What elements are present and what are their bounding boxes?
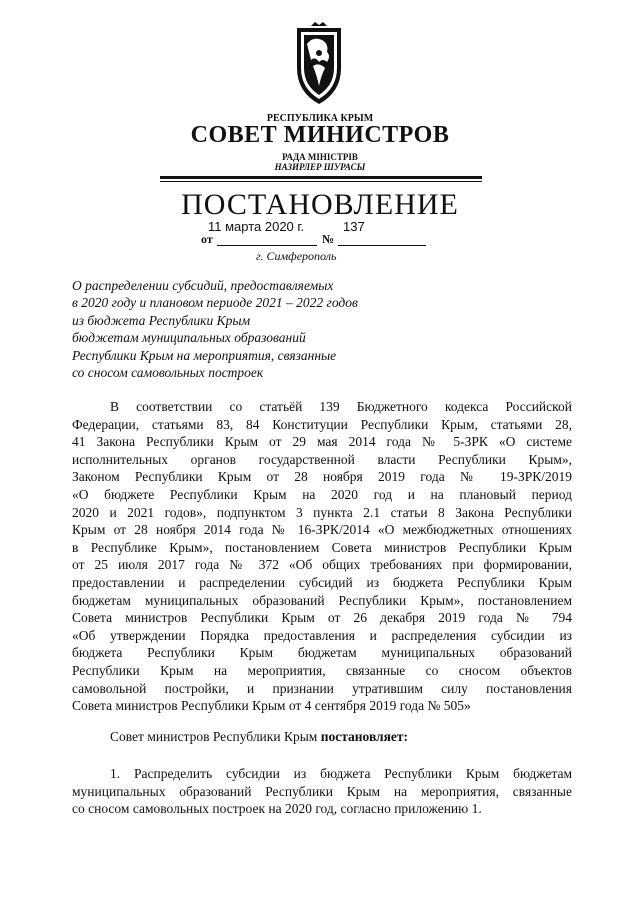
- preamble-line: «Об утверждении Порядка предоставления и распределения субсидии из: [72, 627, 572, 643]
- resolution-lead: Совет министров Республики Крым: [110, 729, 321, 744]
- preamble-line: «О бюджете Республики Крым на 2020 год и на плановый период: [72, 486, 572, 502]
- subject-line: со сносом самовольных построек: [72, 365, 264, 381]
- document-type-title: ПОСТАНОВЛЕНИЕ: [181, 188, 459, 221]
- preamble-line: Республики Крым на мероприятия, связанные со сносом объектов: [72, 662, 572, 678]
- preamble-line: от 25 июля 2017 года № 372 «Об общих требованиях при формировании,: [72, 557, 572, 573]
- preamble-line: Законом Республики Крым от 28 ноября 2019 года № 19-ЗРК/2019: [72, 469, 572, 485]
- header-divider-thick: [160, 176, 482, 179]
- preamble-line: исполнительных органов государственной власти Республики Крым»,: [72, 451, 572, 467]
- preamble-line: Крым от 28 ноября 2014 года № 16-ЗРК/2014 «О межбюджетных отношениях: [72, 522, 572, 538]
- preamble-line: В соответствии со статьёй 139 Бюджетного кодекса Российской: [110, 399, 572, 414]
- preamble-paragraph: [72, 398, 572, 715]
- preamble-line: Совета министров Республики Крым от 26 декабря 2019 года № 794: [72, 610, 572, 626]
- preamble-line: бюджетам муниципальных образований Республики Крым», постановлением: [72, 592, 572, 608]
- republic-name: РЕСПУБЛИКА КРЫМ: [266, 113, 374, 124]
- council-title-crimean-tatar: НАЗИРЛЕР ШУРАСЫ: [274, 162, 366, 172]
- document-date-value: 11 марта 2020 г.: [208, 219, 305, 234]
- resolution-item-1: [72, 765, 572, 818]
- header-divider-thin: [160, 181, 482, 182]
- subject-line: Республики Крым на мероприятия, связанные: [72, 347, 337, 363]
- item-line: со сносом самовольных построек на 2020 год, согласно приложению 1.: [72, 801, 482, 817]
- council-title: СОВЕТ МИНИСТРОВ: [190, 122, 450, 148]
- subject-line: О распределении субсидий, предоставляемых: [72, 278, 334, 293]
- city-label: г. Симферополь: [256, 249, 337, 263]
- document-number-value: 137: [343, 219, 365, 234]
- number-label: №: [322, 232, 335, 246]
- number-field-line: [338, 245, 426, 246]
- subject-line: бюджетам муниципальных образований: [72, 330, 306, 346]
- resolution-clause: [110, 729, 408, 745]
- date-field-line: [217, 245, 317, 246]
- document-subject: [72, 277, 358, 381]
- preamble-line: 2020 и 2021 годов», подпунктом 3 пункта 2.1 статьи 8 Закона Республики: [72, 504, 572, 520]
- preamble-line: Совета министров Республики Крым от 4 сентября 2019 года № 505»: [72, 698, 471, 714]
- item-line: муниципальных образований Республики Крым на мероприятия, связанные: [72, 783, 572, 799]
- council-title-ukrainian: РАДА МІНІСТРІВ: [282, 152, 358, 162]
- item-line: 1. Распределить субсидии из бюджета Республики Крым бюджетам: [110, 766, 572, 781]
- coat-of-arms-emblem: [287, 22, 351, 108]
- preamble-line: 41 Закона Республики Крым от 29 мая 2014 года № 5-ЗРК «О системе: [72, 434, 572, 450]
- preamble-line: в Республике Крым», постановлением Совета министров Республики Крым: [72, 539, 572, 555]
- preamble-line: бюджета Республики Крым бюджетам муниципальных образований: [72, 645, 572, 661]
- preamble-line: Федерации, статьями 83, 84 Конституции Республики Крым, статьями 28,: [72, 416, 572, 432]
- subject-line: из бюджета Республики Крым: [72, 312, 251, 328]
- subject-line: в 2020 году и плановом периоде 2021 – 2022 годов: [72, 295, 358, 311]
- date-label: от: [201, 232, 213, 246]
- resolution-verb: постановляет:: [320, 729, 409, 744]
- preamble-line: самовольной постройки, и признании утратившим силу постановления: [72, 680, 572, 696]
- preamble-line: предоставлении и распределении субсидий из бюджета Республики Крым: [72, 574, 572, 590]
